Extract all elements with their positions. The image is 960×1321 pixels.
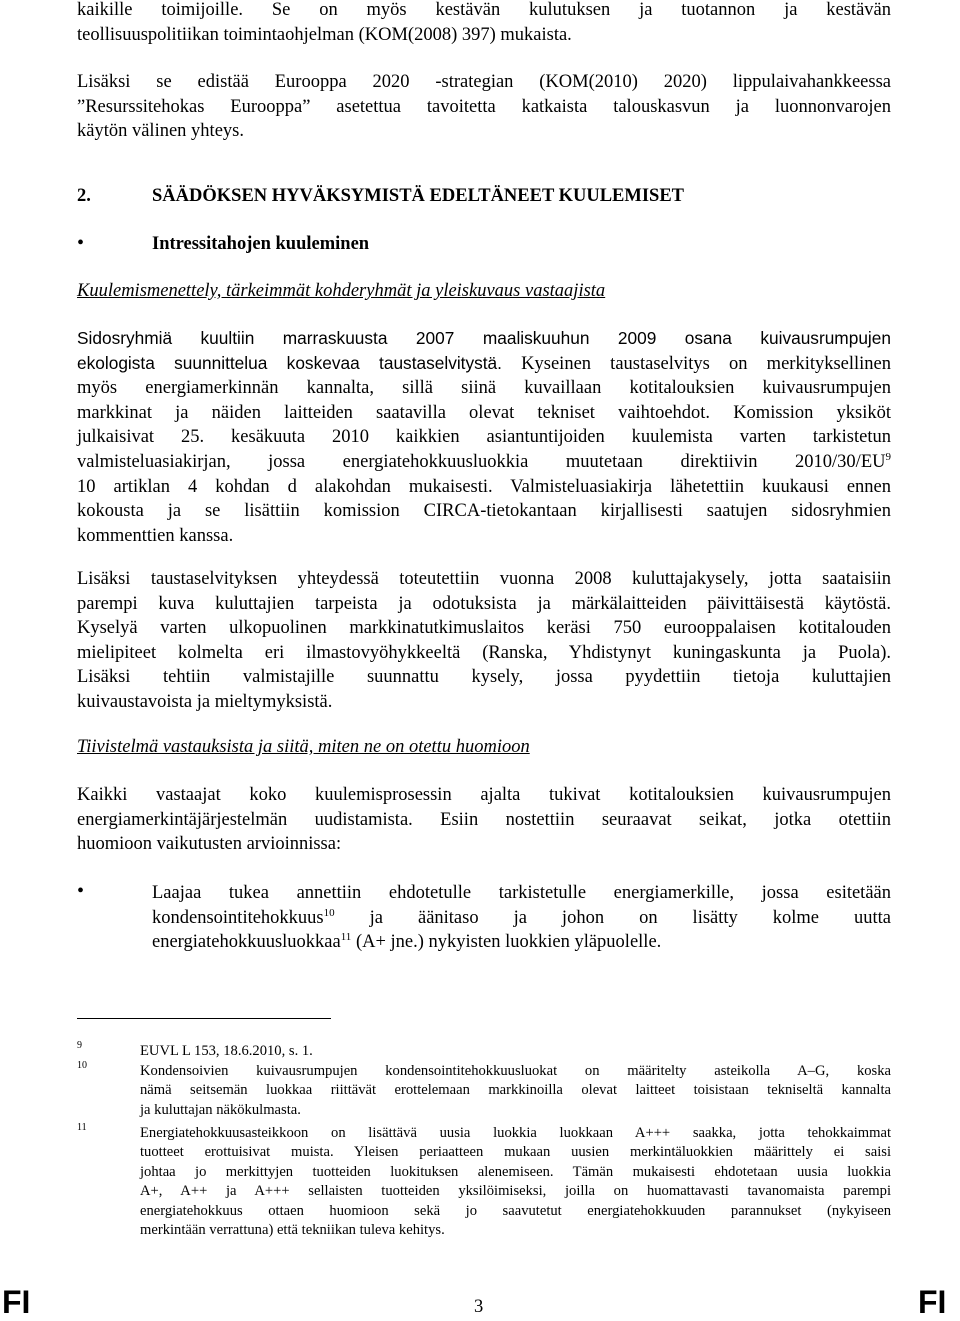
footnote-mark: 11	[77, 1122, 87, 1133]
text-line: kommenttien kanssa.	[77, 525, 234, 546]
text-line: ”Resurssitehokas Eurooppa” asetettua tavoitetta katkaista talouskasvun ja luonnonvarojen	[77, 96, 891, 117]
text-line: Kondensoivien kuivausrumpujen kondensointitehokkuusluokat on määritelty asteikolla A–G, koska	[140, 1063, 891, 1079]
text-line: huomioon vaikutusten arvioinnissa:	[77, 834, 342, 855]
footnote-text	[140, 1042, 891, 1061]
text-line: julkaisivat 25. kesäkuuta 2010 kaikkien asiantuntijoiden kuulemista varten tarkistetun	[77, 427, 891, 448]
text-span: (A+ jne.) nykyisten luokkien yläpuolelle.	[355, 932, 662, 953]
footnote-mark: 9	[77, 1040, 82, 1051]
text-span: energiatehokkuusluokkaa	[152, 932, 341, 953]
footnote-ref: 9	[885, 450, 891, 463]
section-number: 2.	[77, 186, 91, 206]
paragraph-responses	[77, 783, 891, 857]
text-line: 10 artiklan 4 kohdan d alakohdan mukaisesti. Valmisteluasiakirja lähetettiin kuukausi ennen	[77, 476, 891, 497]
italic-heading-summary: Tiivistelmä vastauksista ja siitä, miten ne on otettu huomioon	[77, 737, 530, 757]
text-line: Kaikki vastaajat koko kuulemisprosessin ajalta tukivat kotitalouksien kuivausrumpujen	[77, 785, 891, 805]
text-line: merkintään verrattuna) että tekniikan tuleva kehitys.	[140, 1222, 445, 1239]
text-line	[77, 450, 891, 475]
text-line: nämä seitsemän luokkaa riittävät erottelemaan markkinoilla olevat laitteet toisistaan tekniseltä kannalta	[140, 1082, 891, 1099]
bullet-item-label	[152, 881, 891, 955]
bullet-icon: •	[77, 232, 85, 254]
text-line: EUVL L 153, 18.6.2010, s. 1.	[140, 1043, 313, 1059]
footnote-text	[140, 1124, 891, 1240]
paragraph-intro	[77, 0, 891, 47]
text-line: Laajaa tukea annettiin ehdotetulle tarkistetulle energiamerkille, jossa esitetään	[152, 883, 891, 903]
paragraph-stakeholders	[77, 326, 891, 548]
footnote-separator	[77, 1018, 331, 1019]
text-line: energiamerkintäjärjestelmän uudistamista. Esiin nostettiin seuraavat seikat, jotka otettiin	[77, 809, 891, 830]
text-span: valmisteluasiakirjan, jossa energiatehokkuusluokkia muutetaan direktiivin 2010/30/EU	[77, 451, 886, 472]
text-line: Lisäksi se edistää Eurooppa 2020 -strategian (KOM(2010) 2020) lippulaivahankkeessa	[77, 72, 891, 92]
text-line	[152, 906, 891, 931]
text-span: ekologista suunnittelua koskevaa taustaselvitystä.	[77, 352, 502, 373]
text-line: teollisuuspolitiikan toimintaohjelman (KOM(2008) 397) mukaista.	[77, 24, 572, 45]
text-line	[152, 930, 891, 955]
text-line: kaikille toimijoille. Se on myös kestävän kulutuksen ja tuotannon ja kestävän	[77, 0, 891, 20]
text-line: Sidosryhmiä kuultiin marraskuusta 2007 maaliskuuhun 2009 osana kuivausrumpujen	[77, 328, 891, 348]
paragraph-consumer-survey	[77, 567, 891, 715]
text-line: johtaa jo merkittyjen tuotteiden luokituksen alenemiseen. Tämän mukaisesti ehdotetaan uusia luokkia	[140, 1163, 891, 1180]
text-line	[77, 351, 891, 377]
text-line: käytön välinen yhteys.	[77, 121, 244, 142]
text-line: ja kuluttajan näkökulmasta.	[140, 1101, 301, 1118]
text-line: markkinat ja näiden laitteiden saatavilla olevat tekniset vaihtoehdot. Komission yksiköt	[77, 402, 891, 423]
text-line: Lisäksi taustaselvityksen yhteydessä toteutettiin vuonna 2008 kuluttajakysely, jotta saataisiin	[77, 569, 891, 589]
paragraph-europe-2020	[77, 70, 891, 144]
text-line: Kyselyä varten ulkopuolinen markkinatutkimuslaitos keräsi 750 eurooppalaisen kotitalouden	[77, 618, 891, 639]
text-line: energiatehokkuus ottaen huomioon sekä jo saavutetut energiatehokkuuden parannukset (nykyiseen	[140, 1202, 891, 1219]
footer-language-left: FI	[2, 1284, 31, 1320]
footer-language-right: FI	[918, 1284, 947, 1320]
text-span: Kyseinen taustaselvitys on merkityksellinen	[521, 353, 892, 374]
text-line: parempi kuva kuluttajien tarpeista ja odotuksista ja märkälaitteiden päivittäisestä käytöstä.	[77, 593, 891, 614]
footnote-mark: 10	[77, 1060, 87, 1071]
page-number: 3	[474, 1297, 484, 1317]
text-span: kondensointitehokkuus	[152, 907, 324, 928]
text-span: ja äänitaso ja johon on lisätty kolme uutta	[369, 907, 891, 928]
bullet-icon: •	[77, 880, 85, 902]
text-line: myös energiamerkinnän kannalta, sillä siinä kuvaillaan kotitalouksien kuivausrumpujen	[77, 378, 891, 399]
subheading: Intressitahojen kuuleminen	[152, 234, 370, 254]
footnote-text	[140, 1062, 891, 1120]
text-line: mielipiteet kolmelta eri ilmastovyöhykkeeltä (Ranska, Yhdistynyt kuningaskunta ja Puola).	[77, 642, 891, 663]
text-line: kokousta ja se lisättiin komission CIRCA-tietokantaan kirjallisesti saatujen sidosryhmien	[77, 501, 891, 522]
text-line: tuotteet erottuisivat muista. Yleisen periaatteen mukaan uusien merkintäluokkien määrittely ei saisi	[140, 1144, 891, 1161]
section-title: SÄÄDÖKSEN HYVÄKSYMISTÄ EDELTÄNEET KUULEMISET	[152, 186, 685, 206]
text-line: Energiatehokkuusasteikkoon on lisättävä uusia luokkia luokkaan A+++ saakka, jotta tehokkaimmat	[140, 1125, 891, 1141]
footnote-ref: 10	[323, 906, 335, 919]
text-line: kuivaustavoista ja mieltymyksistä.	[77, 691, 333, 712]
text-line: A+, A++ ja A+++ sellaisten tuotteiden yksilöimiseksi, joilla on huomattavasti tavanomaista parempi	[140, 1183, 891, 1200]
italic-heading-consultation: Kuulemismenettely, tärkeimmät kohderyhmät ja yleiskuvaus vastaajista	[77, 281, 606, 301]
text-line: Lisäksi tehtiin valmistajille suunnattu kysely, jossa pyydettiin tietoja kuluttajien	[77, 667, 891, 688]
footnote-ref: 11	[340, 931, 352, 944]
